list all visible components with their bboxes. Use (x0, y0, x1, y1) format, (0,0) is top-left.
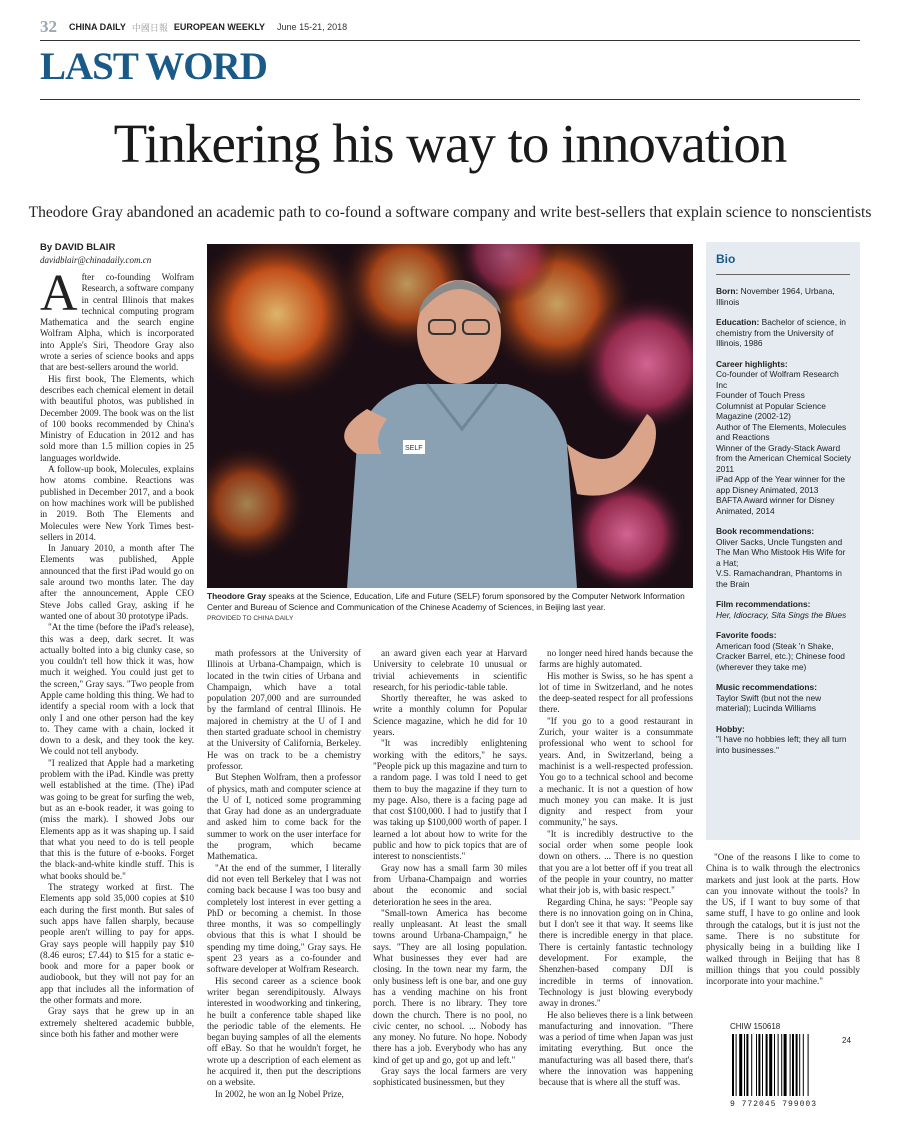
barcode-bar (799, 1034, 800, 1096)
badge-text: SELF (405, 445, 423, 452)
article-paragraph: He also believes there is a link between manufacturing and innovation. "There was a period of time when Japan was just imitating everything. But once the manufacturing was all based there, that's where the innovation was happening because that is where all the stuff was. (539, 1009, 693, 1088)
bio-foods-value: American food (Steak 'n Shake, Cracker Barrel, etc.); Chinese food (wherever they take me) (716, 640, 845, 672)
barcode-issue: 24 (842, 1036, 851, 1045)
barcode-bar (803, 1034, 804, 1096)
article-paragraph: Shortly thereafter, he was asked to write a monthly column for Popular Science magazine, which he did for 10 years. (373, 693, 527, 738)
bio-music-label: Music recommendations: (716, 682, 817, 692)
masthead-rule (40, 40, 860, 41)
barcode-bar (756, 1034, 757, 1096)
barcode-bar (781, 1034, 782, 1096)
bio-education (716, 317, 852, 349)
bio-hobby-value: "I have no hobbies left; they all turn into businesses." (716, 734, 847, 755)
article-paragraph: In January 2010, a month after The Elements was published, Apple announced that the first iPad would go on sale around two months later. The day after the announcement, Apple CEO Steve Jobs called Gray, asking if he wanted one of about 30 prototype iPads. (40, 543, 194, 621)
barcode-bar (778, 1034, 779, 1096)
bio-born (716, 286, 852, 307)
barcode-bar (796, 1034, 798, 1096)
article-column-3 (373, 648, 527, 1126)
headline: Tinkering his way to innovation (113, 113, 787, 174)
article-paragraph: "If you go to a good restaurant in Zurich, your waiter is a consummate professional who went to school for years. And, in Switzerland, being a machinist is a well-respected profession. You go to a technical school and become a mechanic. It is not a question of how much money you can make. It is just dignity and respect from your community," he says. (539, 715, 693, 828)
barcode-bar (736, 1034, 737, 1096)
paper-name-cn: 中國日報 (131, 22, 168, 33)
bio-hobby-label: Hobby: (716, 723, 745, 734)
article-column-2 (207, 648, 361, 1126)
barcode-bar (790, 1034, 791, 1096)
bio-career-label: Career highlights: (716, 358, 788, 369)
caption-name: Theodore Gray (207, 591, 267, 601)
barcode-bar (769, 1034, 772, 1096)
article-paragraph: "At the end of the summer, I literally did not even tell Berkeley that I was not coming back because I was too busy and completely lost interest in ever getting a PhD or becoming a chemist. In those three months, it was so compellingly obvious that this is what I should be spending my time doing," Gray says. He spent 23 years as a co-founder and software developer at Wolfram Research. (207, 862, 361, 975)
barcode-bar (792, 1034, 794, 1096)
dropcap: A (40, 272, 78, 322)
article-paragraph: math professors at the University of Illinois at Urbana-Champaign, which is located in the twin cities of Urbana and Champaign, which have a total population 207,000 and are surrounded by the farmland of central Illinois. He majored in chemistry at the U of I and then started graduate school in chemistry at the University of California, Berkeley. He was on track to be a chemistry professor. (207, 648, 361, 771)
page-number: 32 (40, 17, 57, 36)
article-paragraph: His first book, The Elements, which describes each chemical element in detail with beautiful photos, was published in December 2009. The book was on the list of 100 books recommended by China's Ministry of Education in 2012 and has sold more than 1.5 million copies in 25 languages worldwide. (40, 373, 194, 463)
bio-films (716, 599, 852, 620)
article-column-4 (539, 648, 693, 1126)
edition: EUROPEAN WEEKLY (173, 22, 266, 32)
issue-date: June 15-21, 2018 (277, 22, 348, 32)
barcode-bar (758, 1034, 760, 1096)
caption-text: speaks at the Science, Education, Life and Future (SELF) forum sponsored by the Computer Network Information Center and Bureau of Science and Communication of the Chinese Academy of Sciences, in Beijing last year. (207, 591, 685, 612)
section-rule (40, 99, 860, 100)
article-paragraph: The strategy worked at first. The Elements app sold 35,000 copies at $10 each during the first month. But sales of such apps have fallen sharply, because people aren't willing to pay for apps. Gray says people will happily pay $10 (8.46 euros; £7.44) to $15 for a static e-book and more for a paper book or audiobook, but they will not pay for an app that includes all the information of the other formats and more. (40, 882, 194, 1005)
article-paragraph: "I realized that Apple had a marketing problem with the iPad. Kindle was pretty well established at the time. (The) iPad was going to be great for surfing the web, but as an e-book reader, it was going to (miss the mark). I showed Jobs our Elements app as it was shaping up. I said that what you need to do is tell people that this is the future of e-books. Forget the black-and-white kindle stuff. This is what books should be." (40, 757, 194, 881)
bio-career-item: BAFTA Award winner for Disney Animated, 2014 (716, 495, 835, 516)
barcode-bar (751, 1034, 752, 1096)
bio-born-label: Born: (716, 286, 739, 296)
byline: By DAVID BLAIR (40, 242, 116, 253)
article-column-5 (706, 852, 860, 1012)
bio-career (716, 359, 852, 517)
bio-films-label: Film recommendations: (716, 599, 811, 609)
barcode-bar (808, 1034, 809, 1096)
article-paragraph: no longer need hired hands because the farms are highly automated. (539, 648, 693, 670)
article-paragraph: "One of the reasons I like to come to China is to walk through the electronics markets and just look at the parts. How can you innovate without the tools? In the US, if I want to buy some of that same stuff, I have to go online and look through the catalogs, but it is just not the same. There is no substitute for physically being in a building like I walked through in Beijing that has 8 million things that you could possibly incorporate into your machine." (706, 852, 860, 987)
barcode-code: CHIW 150618 (730, 1022, 781, 1031)
article-paragraph: His mother is Swiss, so he has spent a lot of time in Switzerland, and he notes the deep-seated respect for all professions there. (539, 670, 693, 715)
article-paragraph: an award given each year at Harvard University to celebrate 10 unusual or trivial achievements in scientific research, for his periodic-table table. (373, 648, 527, 692)
bio-career-item: iPad App of the Year winner for the app Disney Animated, 2013 (716, 474, 845, 495)
barcode-bar (784, 1034, 787, 1096)
bio-career-item: Author of The Elements, Molecules and Reactions (716, 421, 847, 442)
article-paragraph: fter co-founding Wolfram Research, a software company in central Illinois that makes technical computing program Mathematica and the search engine Wolfram Alpha, which is incorporated into Apple's Siri, Theodore Gray also wrote a series of science books and apps that are best-sellers around the world. (40, 272, 194, 373)
bio-films-value: Her, Idiocracy, Sita Sings the Blues (716, 609, 847, 620)
article-paragraph: But Stephen Wolfram, then a professor of physics, math and computer science at the U of I, noticed some programming that Gray had done as an undergraduate and asked him to come back for the summer to work on the user interface for the program, which became Mathematica. (207, 772, 361, 862)
bio-title: Bio (716, 252, 736, 266)
bio-hobby (716, 724, 852, 756)
article-paragraph: A follow-up book, Molecules, explains how atoms combine. Reactions was published in December 2017, and a book on how machines work will be published in 2019. Both The Elements and Molecules were New York Times best-sellers in 2014. (40, 464, 194, 542)
bio-career-item: Co-founder of Wolfram Research Inc (716, 369, 839, 390)
article-paragraph: In 2002, he won an Ig Nobel Prize, (215, 1088, 344, 1099)
bio-books-label: Book recommendations: (716, 526, 815, 536)
masthead (40, 16, 860, 38)
bio-career-item: Founder of Touch Press (716, 390, 805, 400)
barcode (730, 1034, 840, 1100)
article-paragraph: Regarding China, he says: "People say there is no innovation going on in China, but I don't see it that way. It seems like there is incredible energy in that place. There is certainly fantastic technology development. For example, the Shenzhen-based company DJI is incredible in terms of innovation. Technology is just blowing everybody away in drones." (539, 896, 693, 1009)
article-paragraph: Gray says the local farmers are very sophisticated businessmen, but they (373, 1065, 527, 1088)
article-paragraph: His second career as a science book writer began serendipitously. Always interested in woodworking and tinkering, he built a conference table shaped like the periodic table of the elements. He began buying samples of all the elements off eBay. So that he wouldn't forget, he wrote up a description of each element as he acquired it, then put the descriptions on a website. (207, 975, 361, 1088)
article-paragraph: "At the time (before the iPad's release), this was a deep, dark secret. It was actually bolted into a big clunky case, so you couldn't tell how thick it was, how much it weighed. You could just get to the screen," Gray says. "Two people from Apple came holding this thing. We had to identify a special room with a lock that only I and one other person had the key to. They came with a chain, locked it down to a desk, and they took the key. We could not tell anybody. (40, 622, 194, 757)
bio-music (716, 682, 852, 714)
barcode-bar (762, 1034, 763, 1096)
speaker-photo (207, 244, 693, 588)
barcode-bar (766, 1034, 768, 1096)
article-paragraph: "Small-town America has become really unpleasant. At least the small towns around Urbana-Champaign," he says. "They are all losing population. What businesses they ever had are closing. In the town near my farm, the only business left is one bar, and one guy has a vending machine on his front porch. There is no library. They tore down the church. There is no pool, no civic center, no school. ... Nobody has any money. No future. No hope. Nobody there has a job. Everybody who has any kind of get up and go, got up and left." (373, 907, 527, 1065)
bio-book-item: Oliver Sacks, Uncle Tungsten and The Man Who Mistook His Wife for a Hat; (716, 536, 846, 568)
paper-name: CHINA DAILY (69, 22, 126, 32)
bio-books (716, 526, 852, 589)
bio-rule (716, 274, 850, 275)
photo-caption (207, 591, 693, 612)
article-paragraph: "It was incredibly enlightening working with the editors," he says. "People pick up this magazine and turn to a random page. I was told I need to get them to buy the magazine if they turn to my page. Also, there is a facing page ad that cost $100,000. I had to justify that I was taking up $100,000 worth of paper. I learned a lot about how to write for the public and how to pick topics that are of interest to nonscientists." (373, 738, 527, 862)
bio-music-value: Taylor Swift (but not the new material); Lucinda Williams (716, 692, 822, 713)
article-paragraph: "It is incredibly destructive to the social order when some people look down on others. ... There is no question that you are a lot better off if you treat all of the people in your country, no matter what their job is, with basic respect." (539, 828, 693, 896)
bio-career-item: Columnist at Popular Science Magazine (2002-12) (716, 400, 826, 421)
barcode-bar (732, 1034, 734, 1096)
article-column-1 (40, 272, 194, 1122)
barcode-bar (746, 1034, 748, 1096)
bio-box (706, 242, 860, 840)
photo-credit: PROVIDED TO CHINA DAILY (207, 615, 294, 622)
bio-career-item: Winner of the Grady-Stack Award from the American Chemical Society 2011 (716, 442, 851, 474)
bio-foods (716, 630, 852, 672)
article-paragraph: Gray now has a small farm 30 miles from Urbana-Champaign and worries about the economic and social deterioration he sees in the area. (373, 862, 527, 907)
barcode-bar (774, 1034, 775, 1096)
bio-book-item: V.S. Ramachandran, Phantoms in the Brain (716, 568, 842, 589)
article-paragraph: Gray says that he grew up in an extremely sheltered academic bubble, since both his father and mother were (40, 1006, 194, 1039)
subhead: Theodore Gray abandoned an academic path to co-found a software company and write best-sellers that explain science to nonscientists (28, 204, 872, 221)
bio-foods-label: Favorite foods: (716, 630, 777, 640)
bio-education-value: Bachelor of science, in chemistry from the University of Illinois, 1986 (716, 317, 846, 348)
barcode-digits: 9 772045 799003 (730, 1100, 818, 1109)
bio-born-value: November 1964, Urbana, Illinois (716, 286, 835, 307)
barcode-bar (744, 1034, 745, 1096)
section-title: LAST WORD (40, 45, 267, 88)
author-email: davidblair@chinadaily.com.cn (40, 255, 152, 265)
barcode-bar (739, 1034, 742, 1096)
bio-education-label: Education: (716, 317, 760, 327)
